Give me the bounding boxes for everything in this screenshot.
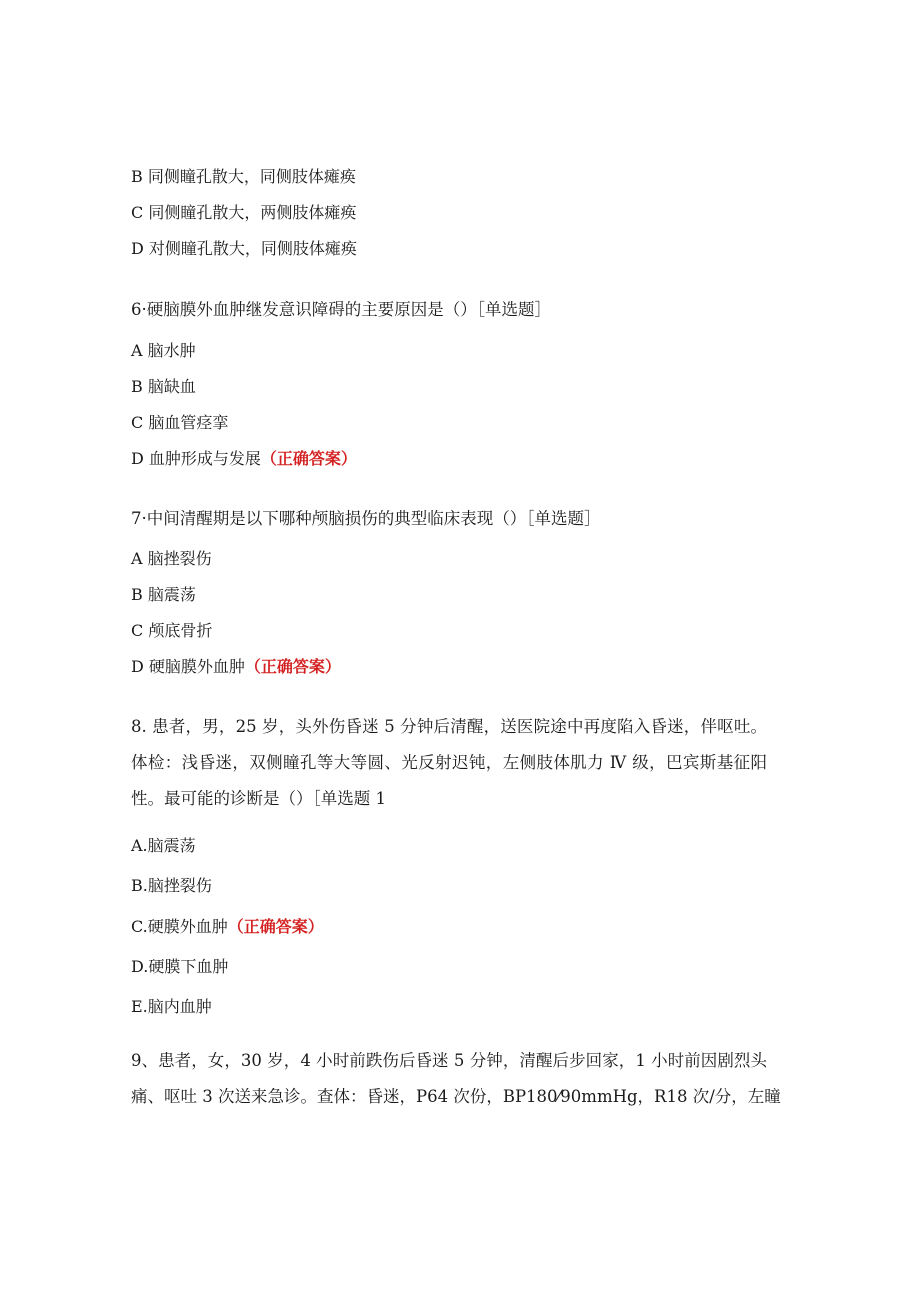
option-text: D 血肿形成与发展 — [131, 449, 261, 468]
option-text: E.脑内血肿 — [131, 997, 212, 1016]
correct-answer-mark: （正确答案） — [244, 657, 341, 676]
option-text: C 脑血管痉挛 — [131, 413, 229, 432]
question-7-text: 7·中间清醒期是以下哪种颅脑损伤的典型临床表现（）［单选题］ — [131, 509, 601, 528]
option-text: B 同侧瞳孔散大，同侧肢体瘫痪 — [131, 167, 356, 186]
option-c-q5 — [131, 203, 356, 223]
option-b-q6 — [131, 377, 196, 397]
option-text: D.硬膜下血肿 — [131, 957, 229, 976]
option-b-q7 — [131, 585, 196, 605]
option-text: B.脑挫裂伤 — [131, 876, 212, 895]
option-c-q6 — [131, 413, 228, 433]
option-d-q5 — [131, 239, 357, 259]
option-e-q8 — [131, 997, 212, 1017]
question-9-line-1: 9、患者，女，30 岁，4 小时前跌伤后昏迷 5 分钟，清醒后步回家，1 小时前因剧烈头 — [131, 1051, 767, 1070]
correct-answer-mark: （正确答案） — [227, 917, 324, 936]
option-text: A.脑震荡 — [131, 836, 196, 855]
option-text: B 脑缺血 — [131, 377, 196, 396]
question-8-line-3: 性。最可能的诊断是（）［单选题 1 — [131, 789, 386, 808]
option-a-q8 — [131, 836, 196, 856]
option-d-q6 — [131, 449, 357, 469]
option-text: D 对侧瞳孔散大，同侧肢体瘫痪 — [131, 239, 357, 258]
correct-answer-mark: （正确答案） — [260, 449, 357, 468]
option-text: C.硬膜外血肿 — [131, 917, 228, 936]
option-text: D 硬脑膜外血肿 — [131, 657, 245, 676]
question-8-line-1: 8. 患者，男，25 岁，头外伤昏迷 5 分钟后清醒，送医院途中再度陷入昏迷，伴呕吐。 — [131, 717, 767, 736]
option-text: C 同侧瞳孔散大，两侧肢体瘫痪 — [131, 203, 357, 222]
question-6-text: 6·硬脑膜外血肿继发意识障碍的主要原因是（）［单选题］ — [131, 300, 551, 319]
option-text: A 脑挫裂伤 — [131, 549, 212, 568]
option-text: B 脑震荡 — [131, 585, 196, 604]
option-b-q5 — [131, 167, 356, 187]
question-8-line-2: 体检：浅昏迷，双侧瞳孔等大等圆、光反射迟钝，左侧肢体肌力 Ⅳ 级，巴宾斯基征阳 — [131, 753, 767, 772]
option-a-q7 — [131, 549, 212, 569]
option-d-q7 — [131, 657, 341, 677]
option-b-q8 — [131, 876, 212, 896]
option-c-q8 — [131, 917, 324, 937]
question-9-line-2: 痛、呕吐 3 次送来急诊。查体：昏迷，P64 次份，BP180⁄90mmHg，R18 次/分，左瞳 — [131, 1087, 781, 1106]
option-text: C 颅底骨折 — [131, 621, 213, 640]
option-d-q8 — [131, 957, 228, 977]
option-text: A 脑水肿 — [131, 341, 196, 360]
option-c-q7 — [131, 621, 212, 641]
option-a-q6 — [131, 341, 196, 361]
